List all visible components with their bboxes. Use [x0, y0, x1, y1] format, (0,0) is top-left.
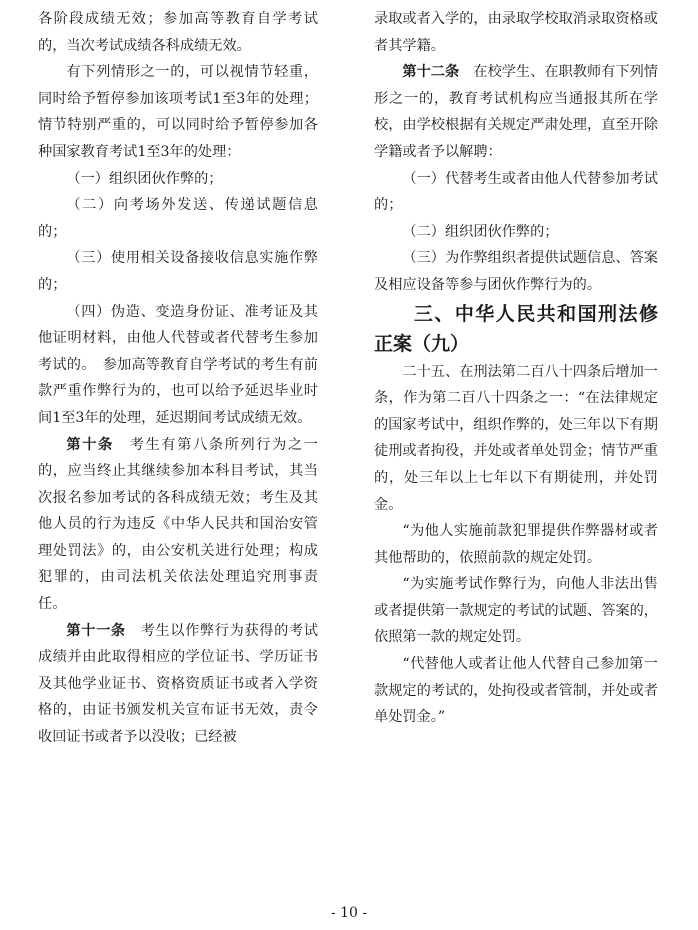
list-item: （一）代替考生或者由他人代替参加考试的；	[374, 170, 658, 214]
list-item: （四）伪造、变造身份证、准考证及其他证明材料，由他人代替或者代替考生参加考试的。 参加高等教育自学考试的考生有前款严重作弊行为的，也可以给予延迟毕业时间1至3年的处理，延迟期间考试成绩无效。	[38, 303, 318, 426]
article-11	[38, 618, 318, 751]
list-item: （三）为作弊组织者提供试题信息、答案及相应设备等参与团伙作弊行为的。	[374, 250, 658, 293]
paragraph: 各阶段成绩无效；参加高等教育自学考试的，当次考试成绩各科成绩无效。	[38, 11, 318, 54]
article-text: 考生以作弊行为获得的考试成绩并由此取得相应的学位证书、学历证书及其他学业证书、资格资质证书或者入学资格的，由证书颁发机关宣布证书无效，责令收回证书或者予以没收；已经被	[38, 622, 318, 746]
paragraph: 有下列情形之一的，可以视情节轻重，同时给予暂停参加该项考试1至3年的处理；情节特别严重的，可以同时给予暂停参加各种国家教育考试1至3年的处理：	[38, 64, 318, 160]
section-heading: 三、中华人民共和国刑法修正案（九）	[374, 302, 658, 355]
article-title: 第十一条	[66, 622, 126, 639]
page-number: - 10 -	[330, 905, 368, 921]
article-text: 考生有第八条所列行为之一的，应当终止其继续参加本科目考试，其当次报名参加考试的各科成绩无效；考生及其他人员的行为违反《中华人民共和国治安管理处罚法》的，由公安机关进行处理；构成犯罪的，由司法机关依法处理追究刑事责任。	[38, 436, 318, 613]
paragraph: 录取或者入学的，由录取学校取消录取资格或者其学籍。	[374, 11, 658, 54]
right-column	[374, 6, 658, 731]
list-item: （二）向考场外发送、传递试题信息的；	[38, 197, 318, 240]
paragraph: “代替他人或者让他人代替自己参加第一款规定的考试的，处拘役或者管制，并处或者单处罚金。”	[374, 656, 658, 726]
left-column	[38, 6, 318, 751]
article-12	[374, 59, 658, 165]
article-title: 第十条	[66, 436, 114, 453]
list-item: （三）使用相关设备接收信息实施作弊的；	[38, 250, 318, 293]
paragraph: “为实施考试作弊行为，向他人非法出售或者提供第一款规定的考试的试题、答案的，依照第一款的规定处罚。	[374, 576, 658, 646]
article-text: 在校学生、在职教师有下列情形之一的，教育考试机构应当通报其所在学校，由学校根据有关规定严肃处理，直至开除学籍或者予以解聘：	[374, 64, 658, 160]
paragraph: 二十五、在刑法第二百八十四条后增加一条，作为第二百八十四条之一：“在法律规定的国家考试中，组织作弊的，处三年以下有期徒刑或者拘役，并处或者单处罚金；情节严重的，处三年以上七年以下有期徒刑，并处罚金。	[374, 363, 658, 513]
article-10	[38, 432, 318, 618]
list-item: （二）组织团伙作弊的；	[402, 223, 559, 240]
paragraph: “为他人实施前款犯罪提供作弊器材或者其他帮助的，依照前款的规定处罚。	[374, 523, 658, 566]
list-item: （一）组织团伙作弊的；	[66, 170, 223, 187]
article-title: 第十二条	[402, 64, 460, 81]
